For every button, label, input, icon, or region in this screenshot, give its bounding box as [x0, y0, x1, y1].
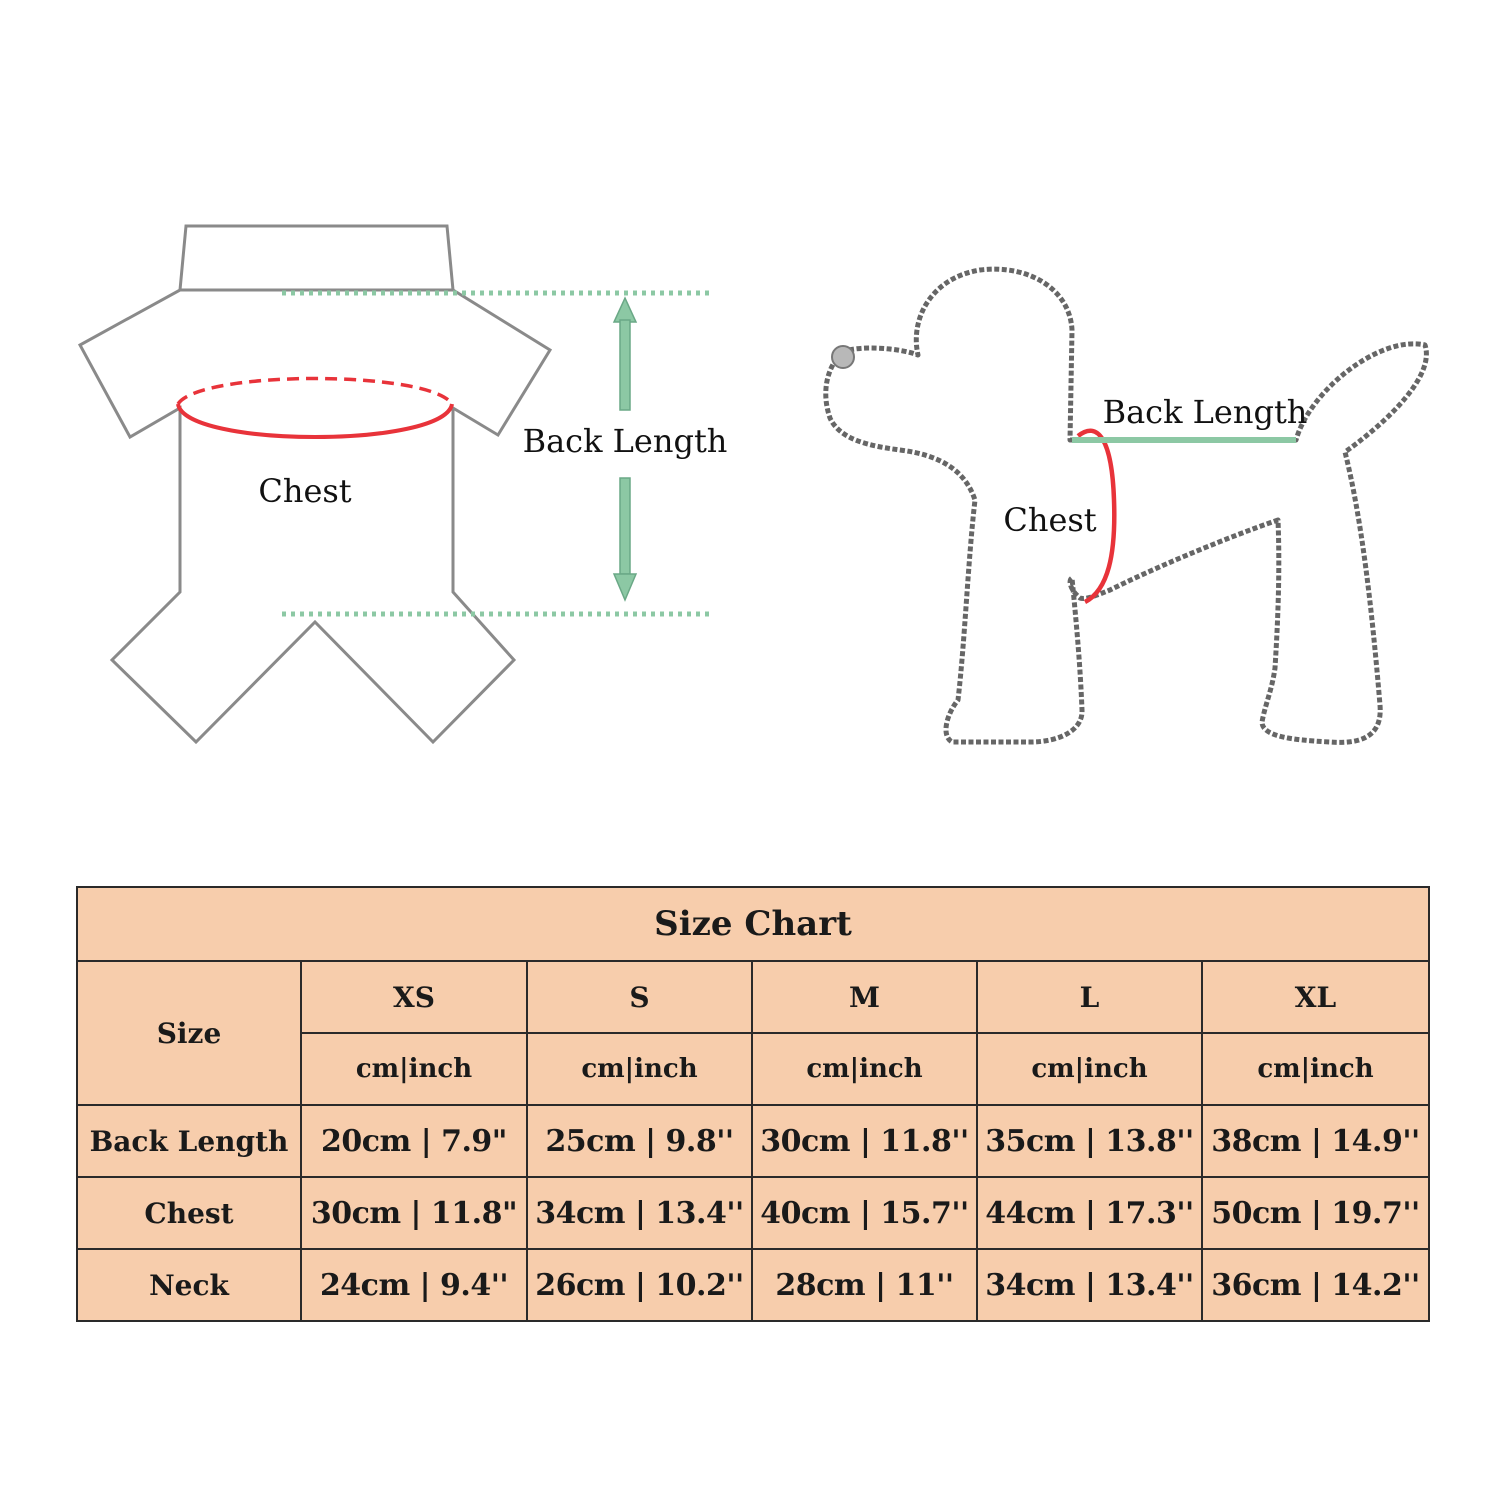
- back-length-arrow-up: [614, 298, 636, 410]
- dog-back-length-label: Back Length: [1102, 393, 1308, 431]
- garment-body-outline: [80, 290, 550, 742]
- dog-nose: [832, 346, 854, 368]
- row-label-chest: Chest: [77, 1177, 301, 1249]
- garment-back-length-label: Back Length: [522, 422, 728, 460]
- unit-label-m: cm|inch: [752, 1033, 977, 1105]
- table-row-neck: [77, 1249, 1429, 1321]
- back-length-m: 30cm | 11.8'': [752, 1105, 977, 1177]
- back-length-arrow-down: [614, 478, 636, 600]
- neck-xl: 36cm | 14.2'': [1202, 1249, 1429, 1321]
- neck-xs: 24cm | 9.4'': [301, 1249, 527, 1321]
- row-label-neck: Neck: [77, 1249, 301, 1321]
- garment-illustration: [80, 226, 727, 742]
- back-length-xs: 20cm | 7.9": [301, 1105, 527, 1177]
- dog-chest-label: Chest: [1003, 501, 1097, 539]
- table-row-chest: [77, 1177, 1429, 1249]
- neck-m: 28cm | 11'': [752, 1249, 977, 1321]
- neck-l: 34cm | 13.4'': [977, 1249, 1202, 1321]
- dog-outline: [826, 269, 1427, 742]
- size-chart-table: [76, 886, 1430, 1322]
- size-chart-title: Size Chart: [77, 887, 1429, 961]
- chest-xs: 30cm | 11.8": [301, 1177, 527, 1249]
- table-row-back-length: [77, 1105, 1429, 1177]
- unit-label-xl: cm|inch: [1202, 1033, 1429, 1105]
- row-label-back-length: Back Length: [77, 1105, 301, 1177]
- size-m-header: M: [752, 961, 977, 1033]
- neck-s: 26cm | 10.2'': [527, 1249, 752, 1321]
- chest-xl: 50cm | 19.7'': [1202, 1177, 1429, 1249]
- back-length-s: 25cm | 9.8'': [527, 1105, 752, 1177]
- back-length-l: 35cm | 13.8'': [977, 1105, 1202, 1177]
- garment-collar: [180, 226, 453, 290]
- chest-m: 40cm | 15.7'': [752, 1177, 977, 1249]
- size-l-header: L: [977, 961, 1202, 1033]
- size-s-header: S: [527, 961, 752, 1033]
- size-xl-header: XL: [1202, 961, 1429, 1033]
- unit-label-xs: cm|inch: [301, 1033, 527, 1105]
- unit-label-l: cm|inch: [977, 1033, 1202, 1105]
- garment-chest-label: Chest: [258, 472, 352, 510]
- chest-l: 44cm | 17.3'': [977, 1177, 1202, 1249]
- dog-illustration: [826, 269, 1427, 742]
- chest-s: 34cm | 13.4'': [527, 1177, 752, 1249]
- back-length-xl: 38cm | 14.9'': [1202, 1105, 1429, 1177]
- unit-label-s: cm|inch: [527, 1033, 752, 1105]
- size-header-cell: Size: [77, 961, 301, 1105]
- size-xs-header: XS: [301, 961, 527, 1033]
